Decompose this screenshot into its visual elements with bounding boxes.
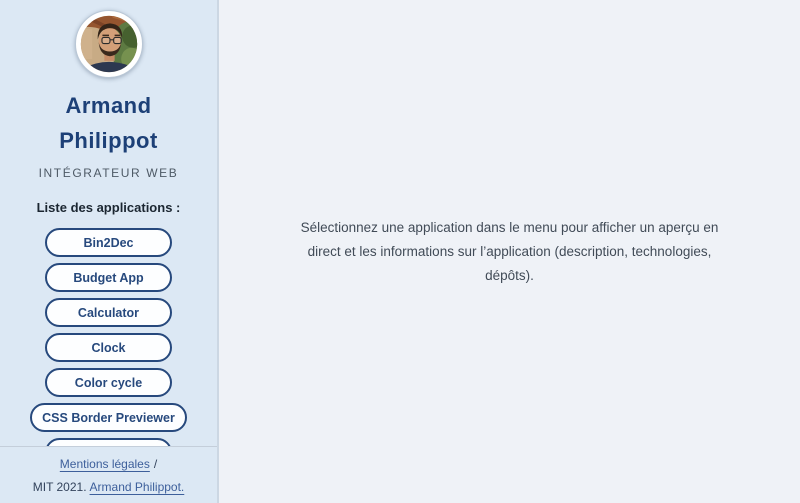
main-content — [219, 0, 800, 503]
avatar-photo-icon — [79, 14, 139, 74]
footer-legal-line — [0, 456, 217, 472]
placeholder-message: Sélectionnez une application dans le menu pour afficher un aperçu en direct et les informations sur l’application (description, technologies, dépôts). — [300, 219, 719, 283]
license-text: MIT 2021. — [32, 480, 87, 494]
app-button-clipped[interactable] — [45, 438, 172, 446]
app-button-bin2dec[interactable]: Bin2Dec — [45, 228, 172, 257]
avatar — [75, 10, 143, 78]
app-button-calculator[interactable]: Calculator — [45, 298, 172, 327]
app-button-color-cycle[interactable]: Color cycle — [45, 368, 172, 397]
app-button-css-border-previewer[interactable]: CSS Border Previewer — [30, 403, 187, 432]
profile-name: Armand Philippot — [59, 93, 158, 153]
profile-role: INTÉGRATEUR WEB — [38, 166, 179, 180]
author-link[interactable]: Armand Philippot. — [89, 480, 185, 494]
app-button-budget-app[interactable]: Budget App — [45, 263, 172, 292]
footer-separator: / — [153, 457, 158, 471]
legal-notice-link[interactable]: Mentions légales — [59, 457, 150, 471]
app-button-clock[interactable]: Clock — [45, 333, 172, 362]
apps-list-label: Liste des applications : — [36, 200, 181, 215]
apps-nav — [0, 228, 217, 446]
sidebar — [0, 0, 219, 503]
footer-license-line — [0, 479, 217, 495]
sidebar-footer — [0, 446, 217, 503]
